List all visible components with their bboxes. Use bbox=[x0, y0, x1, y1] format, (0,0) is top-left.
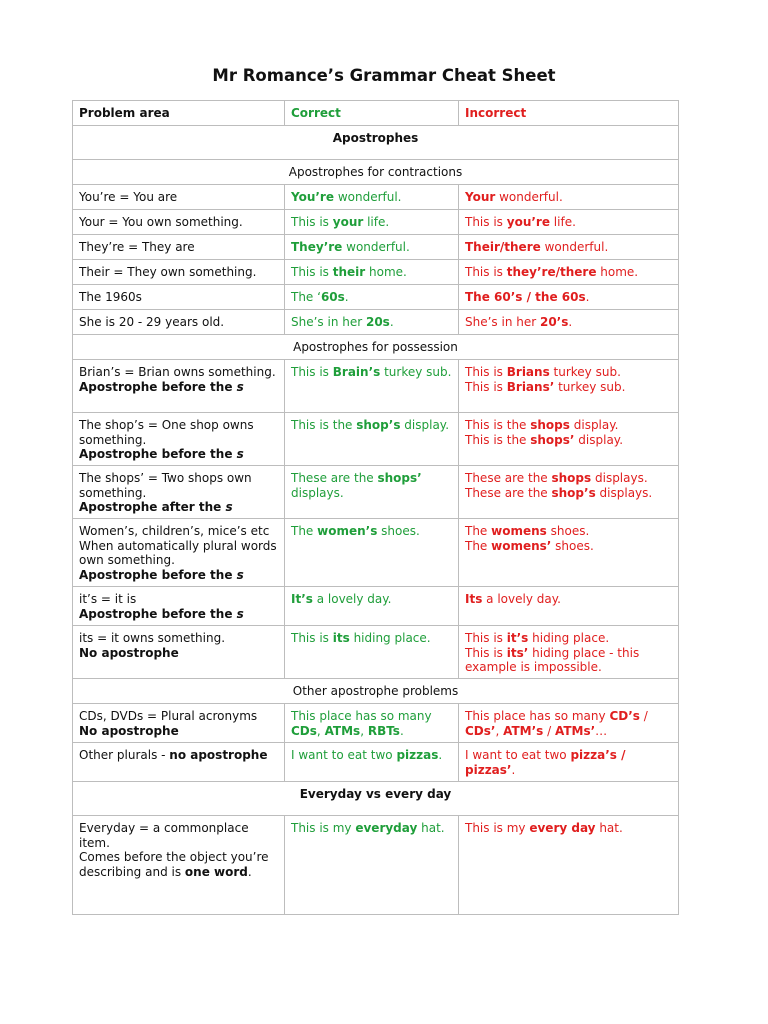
incorrect-cell bbox=[459, 235, 679, 260]
emphasis-text: shop’s bbox=[356, 418, 401, 432]
subsection-heading-other: Other apostrophe problems bbox=[73, 679, 679, 704]
subsection-heading-possession: Apostrophes for possession bbox=[73, 335, 679, 360]
table-row bbox=[73, 519, 679, 587]
emphasis-text: shops’ bbox=[530, 432, 575, 447]
problem-area-cell bbox=[73, 413, 285, 466]
emphasis-text: ATMs’ bbox=[554, 723, 596, 738]
cell-text: a lovely day. bbox=[482, 592, 561, 606]
table-row bbox=[73, 743, 679, 782]
emphasis-text: pizzas’ bbox=[465, 762, 512, 777]
table-row bbox=[73, 260, 679, 285]
correct-cell bbox=[285, 210, 459, 235]
emphasis-text: No apostrophe bbox=[79, 645, 179, 660]
section-row bbox=[73, 782, 679, 816]
table-row bbox=[73, 704, 679, 743]
cell-text: , bbox=[316, 723, 325, 738]
problem-area-cell bbox=[73, 626, 285, 679]
emphasis-text: Apostrophe after the bbox=[79, 500, 226, 514]
cell-text: home. bbox=[365, 265, 407, 279]
emphasis-text: one word bbox=[184, 864, 248, 879]
incorrect-cell bbox=[459, 285, 679, 310]
problem-area-cell bbox=[73, 519, 285, 587]
cell-text: I want to eat two bbox=[291, 748, 397, 762]
cell-text: wonderful. bbox=[342, 240, 410, 254]
cell-text: it’s = it is bbox=[79, 592, 137, 606]
incorrect-cell bbox=[459, 587, 679, 626]
emphasis-text: pizza’s / bbox=[570, 748, 626, 762]
emphasis-text: s bbox=[225, 500, 233, 514]
cell-text: hat. bbox=[595, 821, 623, 835]
emphasis-text: Brians’ bbox=[506, 379, 555, 394]
correct-cell bbox=[285, 816, 459, 915]
emphasis-text: no apostrophe bbox=[169, 748, 268, 762]
emphasis-text: Your bbox=[465, 190, 496, 204]
cell-text: . bbox=[438, 748, 443, 762]
table-header-row bbox=[73, 101, 679, 126]
subsection-row bbox=[73, 160, 679, 185]
problem-area-cell bbox=[73, 466, 285, 519]
cell-text: Brian’s = Brian owns something. bbox=[79, 365, 276, 379]
cell-text: . bbox=[585, 290, 590, 304]
cell-text: life. bbox=[363, 215, 390, 229]
cell-text: shoes. bbox=[551, 538, 594, 553]
incorrect-cell bbox=[459, 360, 679, 413]
table-row bbox=[73, 185, 679, 210]
incorrect-cell bbox=[459, 466, 679, 519]
table-row bbox=[73, 816, 679, 915]
correct-cell bbox=[285, 260, 459, 285]
emphasis-text: CDs bbox=[291, 723, 317, 738]
problem-area-cell bbox=[73, 360, 285, 413]
cell-text: . bbox=[568, 315, 573, 329]
correct-cell bbox=[285, 466, 459, 519]
cell-text: turkey sub. bbox=[554, 379, 626, 394]
problem-area-cell bbox=[73, 816, 285, 915]
emphasis-text: ATM’s bbox=[503, 723, 544, 738]
cell-text: shoes. bbox=[546, 524, 590, 538]
emphasis-text: You’re bbox=[291, 190, 334, 204]
cell-text: This is bbox=[291, 365, 333, 379]
incorrect-cell bbox=[459, 310, 679, 335]
cell-text: display. bbox=[574, 432, 624, 447]
emphasis-text: Their/there bbox=[465, 240, 541, 254]
emphasis-text: ATMs bbox=[324, 723, 361, 738]
cell-text: This is bbox=[465, 379, 507, 394]
cell-text: This is the bbox=[465, 418, 531, 432]
cell-text: This is bbox=[465, 365, 507, 379]
cell-text: shoes. bbox=[377, 524, 420, 538]
problem-area-cell: She is 20 - 29 years old. bbox=[73, 310, 285, 335]
emphasis-text: It’s bbox=[291, 592, 313, 606]
cell-text: Comes before the object you’re describing and is bbox=[79, 850, 269, 879]
table-row bbox=[73, 413, 679, 466]
problem-area-cell: Your = You own something. bbox=[73, 210, 285, 235]
cell-text: . bbox=[344, 290, 349, 304]
cell-text: a lovely day. bbox=[312, 592, 392, 606]
cell-text: These are the bbox=[291, 471, 378, 485]
cell-text: wonderful. bbox=[495, 190, 563, 204]
emphasis-text: Apostrophe before the bbox=[79, 447, 237, 461]
cell-text: display. bbox=[400, 418, 450, 432]
table-row bbox=[73, 466, 679, 519]
correct-cell bbox=[285, 587, 459, 626]
emphasis-text: Apostrophe before the bbox=[79, 379, 237, 394]
incorrect-cell bbox=[459, 185, 679, 210]
cell-text: hiding place. bbox=[349, 631, 431, 645]
cell-text: The bbox=[291, 524, 318, 538]
emphasis-text: RBTs bbox=[367, 723, 400, 738]
cell-text: This is bbox=[465, 265, 507, 279]
cell-text: These are the bbox=[465, 471, 552, 485]
emphasis-text: shops’ bbox=[377, 471, 422, 485]
emphasis-text: your bbox=[332, 215, 364, 229]
correct-cell bbox=[285, 285, 459, 310]
problem-area-cell: Their = They own something. bbox=[73, 260, 285, 285]
emphasis-text: every day bbox=[529, 821, 596, 835]
emphasis-text: CDs’ bbox=[465, 723, 496, 738]
cell-text: turkey sub. bbox=[549, 365, 621, 379]
cell-text: This is bbox=[291, 631, 333, 645]
emphasis-text: 60s bbox=[320, 290, 345, 304]
cell-text: I want to eat two bbox=[465, 748, 571, 762]
emphasis-text: 20s bbox=[365, 315, 390, 329]
problem-area-cell: The 1960s bbox=[73, 285, 285, 310]
incorrect-cell bbox=[459, 704, 679, 743]
cell-text: The bbox=[465, 538, 492, 553]
emphasis-text: s bbox=[236, 447, 244, 461]
cell-text: display. bbox=[569, 418, 619, 432]
table-row bbox=[73, 360, 679, 413]
emphasis-text: their bbox=[332, 265, 366, 279]
table-row bbox=[73, 587, 679, 626]
incorrect-cell bbox=[459, 260, 679, 285]
emphasis-text: s bbox=[236, 379, 244, 394]
correct-cell bbox=[285, 743, 459, 782]
cell-text: hiding place - this example is impossible. bbox=[465, 645, 640, 674]
emphasis-text: pizzas bbox=[396, 748, 439, 762]
subsection-heading-contractions: Apostrophes for contractions bbox=[73, 160, 679, 185]
cell-text: Other plurals - bbox=[79, 748, 170, 762]
emphasis-text: women’s bbox=[317, 524, 378, 538]
correct-cell bbox=[285, 519, 459, 587]
cell-text: This is the bbox=[465, 432, 531, 447]
problem-area-cell: You’re = You are bbox=[73, 185, 285, 210]
cell-text: , bbox=[360, 723, 368, 738]
cell-text: / bbox=[639, 709, 648, 723]
emphasis-text: s bbox=[236, 606, 244, 621]
emphasis-text: womens’ bbox=[491, 538, 552, 553]
correct-cell bbox=[285, 704, 459, 743]
section-row bbox=[73, 126, 679, 160]
emphasis-text: womens bbox=[491, 524, 547, 538]
table-row bbox=[73, 210, 679, 235]
subsection-row bbox=[73, 335, 679, 360]
emphasis-text: Brians bbox=[506, 365, 550, 379]
emphasis-text: Apostrophe before the bbox=[79, 567, 237, 582]
cell-text: This place has so many bbox=[291, 709, 432, 723]
section-heading-everyday: Everyday vs every day bbox=[73, 782, 679, 816]
emphasis-text: shop’s bbox=[551, 485, 596, 500]
cell-text: its = it owns something. bbox=[79, 631, 226, 645]
correct-cell bbox=[285, 235, 459, 260]
cell-text: , bbox=[495, 723, 504, 738]
problem-area-cell: They’re = They are bbox=[73, 235, 285, 260]
cell-text: This place has so many bbox=[465, 709, 610, 723]
subsection-row bbox=[73, 679, 679, 704]
incorrect-cell bbox=[459, 743, 679, 782]
cell-text: This is the bbox=[291, 418, 357, 432]
cell-text: This is my bbox=[465, 821, 530, 835]
incorrect-cell bbox=[459, 816, 679, 915]
cell-text: These are the bbox=[465, 485, 552, 500]
cell-text: The shop’s = One shop owns something. bbox=[79, 418, 254, 447]
emphasis-text: everyday bbox=[355, 821, 418, 835]
section-heading-apostrophes: Apostrophes bbox=[73, 126, 679, 160]
correct-cell bbox=[285, 185, 459, 210]
table-row bbox=[73, 310, 679, 335]
emphasis-text: The 60’s / the 60s bbox=[465, 290, 586, 304]
cell-text: . bbox=[399, 723, 404, 738]
page-title: Mr Romance’s Grammar Cheat Sheet bbox=[212, 66, 556, 85]
emphasis-text: its bbox=[332, 631, 350, 645]
table-row bbox=[73, 235, 679, 260]
table-row bbox=[73, 285, 679, 310]
emphasis-text: 20’s bbox=[539, 315, 569, 329]
emphasis-text: its’ bbox=[506, 645, 529, 660]
cell-text: turkey sub. bbox=[380, 365, 452, 379]
emphasis-text: you’re bbox=[506, 215, 550, 229]
cell-text: hiding place. bbox=[528, 631, 610, 645]
cell-text: life. bbox=[549, 215, 576, 229]
cell-text: Women’s, children’s, mice’s etc When automatically plural words own something. bbox=[79, 524, 277, 567]
cell-text: The ‘ bbox=[291, 290, 321, 304]
cell-text: She’s in her bbox=[291, 315, 366, 329]
emphasis-text: Apostrophe before the bbox=[79, 606, 237, 621]
emphasis-text: they’re/there bbox=[506, 265, 597, 279]
correct-cell bbox=[285, 310, 459, 335]
cell-text: This is bbox=[465, 645, 507, 660]
problem-area-cell bbox=[73, 587, 285, 626]
cell-text: The bbox=[465, 524, 492, 538]
emphasis-text: Brain’s bbox=[332, 365, 381, 379]
header-incorrect: Incorrect bbox=[459, 101, 679, 126]
cell-text: . bbox=[511, 762, 516, 777]
emphasis-text: Its bbox=[465, 592, 483, 606]
cell-text: She’s in her bbox=[465, 315, 540, 329]
cell-text: . bbox=[247, 864, 252, 879]
cell-text: This is bbox=[291, 265, 333, 279]
incorrect-cell bbox=[459, 413, 679, 466]
cell-text: wonderful. bbox=[334, 190, 402, 204]
cell-text: This is bbox=[465, 215, 507, 229]
header-correct: Correct bbox=[285, 101, 459, 126]
cell-text: This is bbox=[291, 215, 333, 229]
cell-text: CDs, DVDs = Plural acronyms bbox=[79, 709, 258, 723]
table-row bbox=[73, 626, 679, 679]
incorrect-cell bbox=[459, 626, 679, 679]
cheat-sheet-table bbox=[72, 100, 679, 915]
correct-cell bbox=[285, 413, 459, 466]
cell-text: This is bbox=[465, 631, 507, 645]
cell-text: hat. bbox=[417, 821, 445, 835]
cell-text: wonderful. bbox=[540, 240, 609, 254]
incorrect-cell bbox=[459, 210, 679, 235]
header-problem-area: Problem area bbox=[73, 101, 285, 126]
problem-area-cell bbox=[73, 704, 285, 743]
emphasis-text: No apostrophe bbox=[79, 723, 179, 738]
correct-cell bbox=[285, 626, 459, 679]
correct-cell bbox=[285, 360, 459, 413]
emphasis-text: shops bbox=[551, 471, 592, 485]
cell-text: home. bbox=[596, 265, 639, 279]
cell-text: displays. bbox=[595, 485, 653, 500]
emphasis-text: s bbox=[236, 567, 244, 582]
emphasis-text: it’s bbox=[506, 631, 529, 645]
cell-text: . bbox=[389, 315, 394, 329]
problem-area-cell bbox=[73, 743, 285, 782]
cell-text: Everyday = a commonplace item. bbox=[79, 821, 249, 850]
emphasis-text: CD’s bbox=[609, 709, 640, 723]
cell-text: / bbox=[543, 723, 555, 738]
emphasis-text: shops bbox=[530, 418, 570, 432]
incorrect-cell bbox=[459, 519, 679, 587]
cell-text: This is my bbox=[291, 821, 356, 835]
cell-text: displays. bbox=[591, 471, 648, 485]
cell-text: The shops’ = Two shops own something. bbox=[79, 471, 252, 500]
emphasis-text: They’re bbox=[291, 240, 343, 254]
cell-text: … bbox=[595, 723, 608, 738]
cell-text: displays. bbox=[291, 485, 344, 500]
